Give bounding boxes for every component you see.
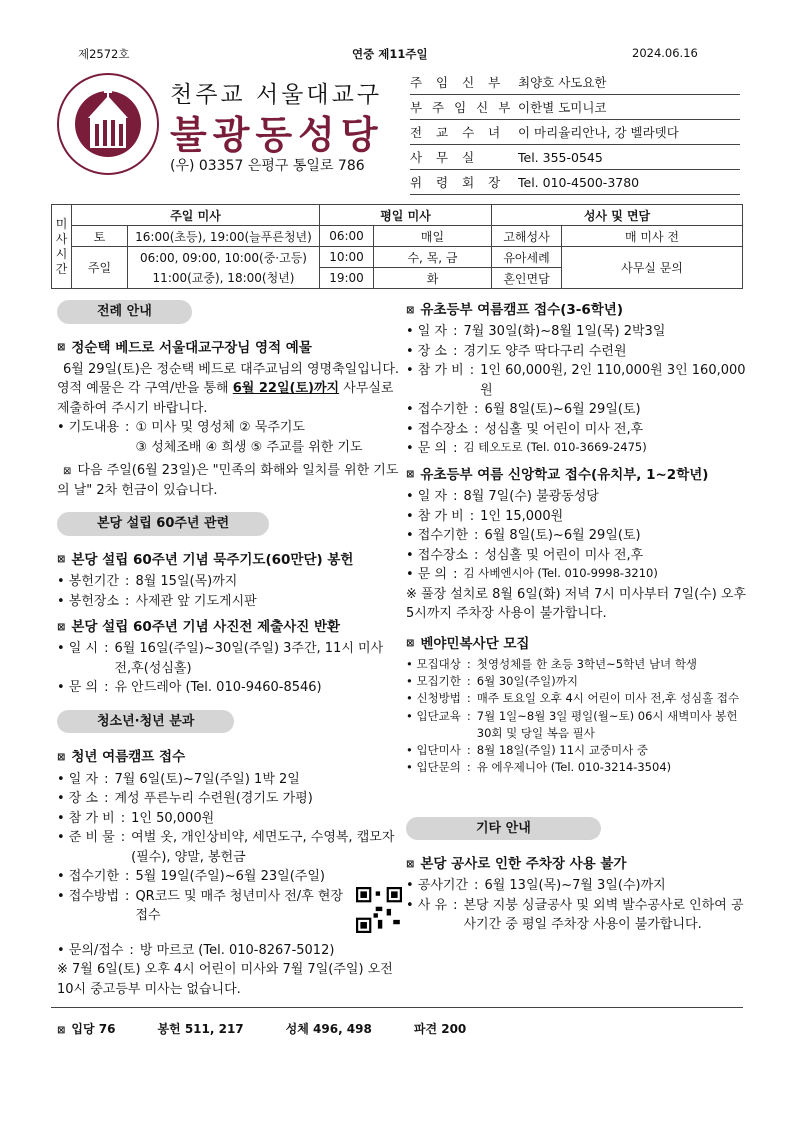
detail-row: • 접수장소 : 성심홀 및 어린이 미사 전,후	[406, 547, 644, 563]
table-cell: 10:00	[320, 247, 374, 268]
item-heading: ⊠ 정순택 베드로 서울대교구장님 영적 예물	[57, 339, 312, 356]
detail-row: • 준 비 물 : 여벌 옷, 개인상비약, 세면도구, 수영복, 캡모자(필수), 양말, 봉헌금	[57, 830, 395, 865]
table-header: 평일 미사	[320, 205, 492, 226]
square-bullet-icon: ⊠	[406, 638, 415, 650]
square-bullet-icon: ⊠	[406, 858, 415, 870]
qr-code-icon[interactable]	[356, 887, 402, 933]
detail-row: • 접수장소 : 성심홀 및 어린이 미사 전,후	[406, 421, 644, 437]
staff-row: 주 임 신 부 최양호 사도요한	[410, 70, 740, 95]
footer-stats	[57, 1020, 466, 1037]
detail-row: • 일 자 : 7월 30일(화)~8월 1일(목) 2박3일	[406, 324, 666, 340]
detail-row: • 일 자 : 7월 6일(토)~7일(주일) 1박 2일	[57, 771, 300, 787]
staff-row: 전 교 수 녀 이 마리율리안나, 강 벨라뎃다	[410, 120, 740, 145]
detail-row: • 문 의 : 유 안드레아 (Tel. 010-9460-8546)	[57, 680, 322, 696]
table-cell: 06:00	[320, 226, 374, 247]
detail-row: • 사 유 : 본당 지붕 싱글공사 및 외벽 발수공사로 인하여 공사기간 중 평일 주차장 사용이 불가합니다.	[406, 897, 744, 933]
detail-row: • 접수방법 : QR코드 및 매주 청년미사 전/후 현장 접수	[57, 887, 402, 933]
detail-row: • 일 자 : 8월 7일(수) 불광동성당	[406, 489, 599, 504]
detail-row: • 일 시 : 6월 16일(주일)~30일(주일) 3주간, 11시 미사 전,후(성심홀)	[57, 641, 384, 676]
mass-time-label: 미사시간	[52, 205, 72, 289]
detail-row: • 문 의 : 김 테오도로 (Tel. 010-3669-2475)	[406, 440, 647, 457]
section-badge: 청소년·청년 분과	[57, 710, 234, 734]
detail-row: • 참 가 비 : 1인 50,000원	[57, 810, 215, 826]
stat-bonghun: 봉헌 511, 217	[157, 1022, 244, 1036]
detail-row: • 봉헌기간 : 8월 15일(목)까지	[57, 574, 238, 589]
square-bullet-icon: ⊠	[406, 304, 415, 316]
mass-schedule-table	[51, 204, 743, 289]
table-cell: 화	[374, 268, 492, 289]
section-badge: 전례 안내	[57, 300, 192, 324]
stat-sungche: 성체 496, 498	[285, 1022, 372, 1036]
left-column	[57, 296, 402, 999]
detail-row: • 접수기한 : 5월 19일(주일)~6월 23일(주일)	[57, 869, 325, 884]
note: ※ 7월 6일(토) 오후 4시 어린이 미사와 7월 7일(주일) 오전 10시 중고등부 미사는 없습니다.	[57, 962, 393, 997]
table-cell: 혼인면담	[492, 268, 562, 289]
paragraph: ⊠ 다음 주일(6월 23일)은 "민족의 화해와 일치를 위한 기도의 날" 2차 헌금이 있습니다.	[57, 463, 399, 498]
square-bullet-icon: ⊠	[406, 469, 415, 481]
stat-pagyeon: 파견 200	[413, 1022, 467, 1036]
detail-row: • 모집기한 : 6월 30일(주일)까지	[406, 674, 578, 688]
detail-row: • 참 가 비 : 1인 15,000원	[406, 508, 564, 524]
staff-row: 부 주 임 신 부 이한별 도미니코	[410, 95, 740, 120]
detail-row: • 입단미사 : 8월 18일(주일) 11시 교중미사 중	[406, 743, 649, 757]
square-bullet-icon: ⊠	[57, 751, 66, 763]
table-cell: 16:00(초등), 19:00(늘푸른청년)	[128, 226, 320, 247]
square-bullet-icon: ⊠	[57, 621, 66, 633]
detail-row: • 입단교육 : 7월 1일~8월 3일 평일(월~토) 06시 새벽미사 봉헌 30회 및 당일 복음 필사	[406, 708, 738, 740]
detail-row: • 신청방법 : 매주 토요일 오후 4시 어린이 미사 전,후 성심홀 접수	[406, 691, 740, 706]
square-bullet-icon: ⊠	[57, 1025, 66, 1036]
item-heading: ⊠ 본당 설립 60주년 기념 사진전 제출사진 반환	[57, 619, 341, 635]
detail-row: • 장 소 : 계성 푸른누리 수련원(경기도 가평)	[57, 791, 313, 806]
detail-row: • 모집대상 : 첫영성체를 한 초등 3학년~5학년 남녀 학생	[406, 656, 698, 671]
table-cell: 19:00	[320, 268, 374, 289]
table-cell: 고해성사	[492, 226, 562, 247]
square-bullet-icon: ⊠	[57, 554, 66, 566]
parish-address: (우) 03357 은평구 통일로 786	[170, 158, 365, 174]
table-cell: 11:00(교중), 18:00(청년)	[128, 268, 320, 289]
right-column	[406, 300, 751, 935]
staff-row: 사 무 실 Tel. 355-0545	[410, 145, 740, 170]
parish-logo-icon	[56, 72, 160, 176]
paragraph: 6월 29일(토)은 정순택 베드로 대주교님의 영명축일입니다. 영적 예물은 각 구역/반을 통해 6월 22일(토)까지 사무실로 제출하여 주시기 바랍니다.	[57, 361, 400, 416]
table-cell: 매 미사 전	[562, 226, 743, 247]
detail-row: • 기도내용 : ① 미사 및 영성체 ② 묵주기도 ③ 성체조배 ④ 희생 ⑤ 주교를 위한 기도	[57, 420, 363, 455]
item-heading: ⊠ 벤야민복사단 모집	[406, 635, 530, 652]
stat-ipdang: 입당 76	[71, 1022, 116, 1036]
table-header: 주일 미사	[72, 205, 320, 226]
detail-row: • 문 의 : 김 사베엔시아 (Tel. 010-9998-3210)	[406, 566, 658, 582]
footer-divider	[51, 1007, 743, 1008]
detail-row: • 참 가 비 : 1인 60,000원, 2인 110,000원 3인 160,000원	[406, 363, 746, 398]
detail-row: • 접수기한 : 6월 8일(토)~6월 29일(토)	[406, 528, 641, 543]
item-heading: ⊠ 본당 공사로 인한 주차장 사용 불가	[406, 856, 627, 872]
detail-row: • 장 소 : 경기도 양주 딱다구리 수련원	[406, 343, 627, 359]
table-cell: 매일	[374, 226, 492, 247]
table-cell: 사무실 문의	[562, 247, 743, 289]
detail-row: • 입단문의 : 유 에우제니아 (Tel. 010-3214-3504)	[406, 760, 672, 775]
parish-name: 불광동성당	[170, 113, 384, 157]
item-heading: ⊠ 청년 여름캠프 접수	[57, 749, 186, 766]
table-cell: 유아세례	[492, 247, 562, 268]
detail-row: • 접수기한 : 6월 8일(토)~6월 29일(토)	[406, 402, 641, 418]
item-heading: ⊠ 본당 설립 60주년 기념 묵주기도(60만단) 봉헌	[57, 551, 354, 568]
item-heading: ⊠ 유초등부 여름 신앙학교 접수(유치부, 1~2학년)	[406, 466, 709, 483]
table-cell: 수, 목, 금	[374, 247, 492, 268]
staff-row: 위 령 회 장 Tel. 010-4500-3780	[410, 170, 740, 195]
section-badge: 기타 안내	[406, 817, 601, 841]
table-cell: 주일	[72, 247, 128, 289]
item-heading: ⊠ 유초등부 여름캠프 접수(3-6학년)	[406, 302, 624, 318]
detail-row: • 봉헌장소 : 사제관 앞 기도게시판	[57, 593, 257, 609]
table-cell: 06:00, 09:00, 10:00(중·고등)	[128, 247, 320, 268]
section-badge: 본당 설립 60주년 관련	[57, 512, 269, 536]
table-cell: 토	[72, 226, 128, 247]
liturgical-week: 연중 제11주일	[352, 47, 428, 61]
table-header: 성사 및 면담	[492, 205, 743, 226]
issue-date: 2024.06.16	[632, 46, 698, 60]
detail-row: • 문의/접수 : 방 마르코 (Tel. 010-8267-5012)	[57, 942, 335, 958]
note: ※ 풀장 설치로 8월 6일(화) 저녁 7시 미사부터 7일(수) 오후 5시까지 주차장 사용이 불가합니다.	[406, 586, 747, 621]
diocese-name: 천주교 서울대교구	[170, 82, 383, 108]
detail-row: • 공사기간 : 6월 13일(목)~7월 3일(수)까지	[406, 878, 666, 894]
square-bullet-icon: ⊠	[57, 342, 66, 354]
issue-number: 제2572호	[78, 47, 130, 61]
staff-list	[410, 70, 740, 195]
